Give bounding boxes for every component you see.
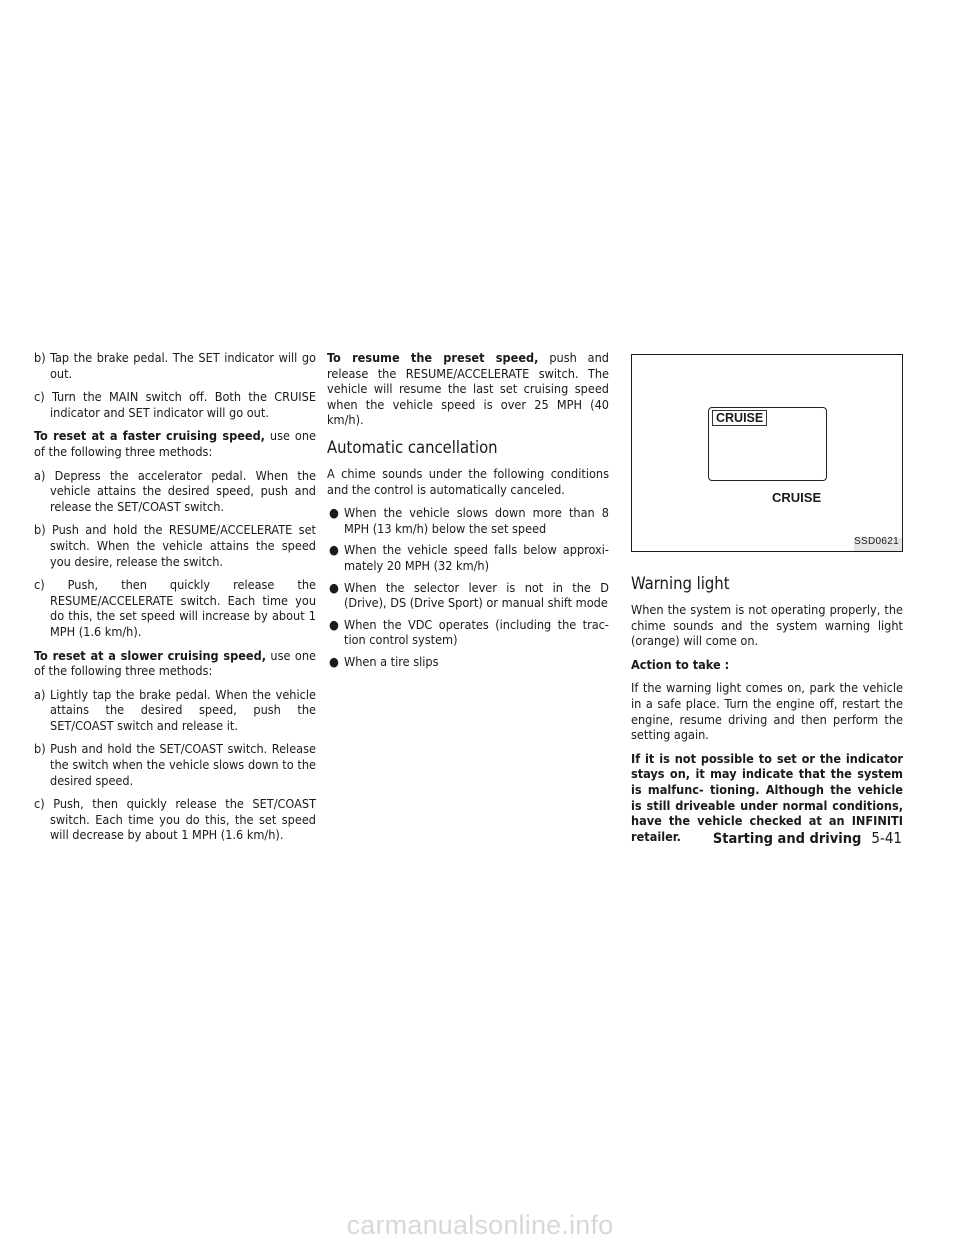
- left-column: [34, 350, 316, 851]
- list-item: [327, 654, 609, 670]
- section-heading-automatic-cancellation: Automatic cancellation: [327, 437, 498, 457]
- warning-light-paragraph: When the system is not operating properly, the chime sounds and the system warning light (orange) will come on.: [631, 602, 903, 649]
- bullet-icon: ●: [329, 542, 339, 558]
- step-item: b) Push and hold the RESUME/ACCELERATE set switch. When the vehicle attains the speed you desire, release the switch.: [34, 522, 316, 569]
- watermark-text: carmanualsonline.info: [346, 1210, 614, 1240]
- step-item: b) Push and hold the SET/COAST switch. Release the switch when the vehicle slows down to the desired speed.: [34, 741, 316, 788]
- malfunction-warning-paragraph: If it is not possible to set or the indicator stays on, it may indicate that the system is malfunc- tioning. Although the vehicle is still driveable under normal conditions, have the vehicle checked at an INFINITI retailer.: [631, 750, 903, 844]
- action-paragraph: If the warning light comes on, park the vehicle in a safe place. Turn the engine off, restart the engine, resume driving and then perform the setting again.: [631, 680, 903, 743]
- page-footer: [713, 829, 902, 847]
- faster-reset-text: use one of the following three methods:: [34, 428, 316, 459]
- bullet-icon: ●: [329, 653, 339, 669]
- resume-lead: To resume the preset speed,: [327, 350, 539, 365]
- slower-reset-lead: To reset at a slower cruising speed,: [34, 647, 267, 663]
- section-heading-warning-light: Warning light: [631, 574, 730, 593]
- bullet-icon: ●: [329, 505, 339, 521]
- list-item: [327, 580, 609, 611]
- slower-reset-paragraph: [34, 648, 316, 679]
- list-item-text: When a tire slips: [344, 653, 439, 669]
- figure-caption: CRUISE: [772, 490, 822, 505]
- list-item-text: When the selector lever is not in the D (Drive), DS (Drive Sport) or manual shift mode: [344, 579, 609, 611]
- step-item: c) Push, then quickly release the SET/COAST switch. Each time you do this, the set speed will decrease by about 1 MPH (1.6 km/h).: [34, 796, 316, 843]
- cruise-indicator-figure: [631, 354, 903, 552]
- step-item: c) Push, then quickly release the RESUME/ACCELERATE switch. Each time you do this, the set speed will increase by about 1 MPH (1.6 km/h).: [34, 577, 316, 639]
- step-item: a) Lightly tap the brake pedal. When the vehicle attains the desired speed, push the SET/COAST switch and release it.: [34, 686, 316, 733]
- action-to-take-label: Action to take :: [631, 656, 730, 672]
- list-item-text: When the vehicle slows down more than 8 MPH (13 km/h) below the set speed: [344, 505, 609, 536]
- list-item: [327, 617, 609, 648]
- step-item: c) Turn the MAIN switch off. Both the CRUISE indicator and SET indicator will go out.: [34, 389, 316, 420]
- resume-paragraph: [327, 350, 609, 428]
- faster-reset-paragraph: [34, 428, 316, 459]
- step-item: a) Depress the accelerator pedal. When the vehicle attains the desired speed, push and release the SET/COAST switch.: [34, 467, 316, 514]
- bullet-icon: ●: [329, 579, 339, 595]
- page-number: 5-41: [871, 829, 902, 847]
- step-item: b) Tap the brake pedal. The SET indicator will go out.: [34, 350, 316, 381]
- bullet-icon: ●: [329, 616, 339, 632]
- resume-text: push and release the RESUME/ACCELERATE switch. The vehicle will resume the last set cruising speed when the vehicle speed is over 25 MPH (40 km/h).: [327, 350, 610, 428]
- slower-reset-text: use one of the following three methods:: [34, 647, 316, 679]
- faster-reset-lead: To reset at a faster cruising speed,: [34, 428, 265, 444]
- cancellation-conditions-list: [327, 505, 609, 669]
- middle-column: [327, 350, 609, 676]
- section-name: Starting and driving: [712, 831, 862, 847]
- right-column: [631, 350, 903, 852]
- cancellation-intro: A chime sounds under the following conditions and the control is automatically canceled.: [327, 465, 609, 497]
- cruise-indicator-label: CRUISE: [712, 410, 767, 426]
- list-item: [327, 542, 609, 573]
- meter-display-panel: [708, 407, 827, 481]
- figure-id: SSD0621: [854, 536, 899, 548]
- list-item: [327, 505, 609, 536]
- list-item-text: When the vehicle speed falls below approxi- mately 20 MPH (32 km/h): [344, 542, 609, 573]
- list-item-text: When the VDC operates (including the trac- tion control system): [344, 616, 609, 648]
